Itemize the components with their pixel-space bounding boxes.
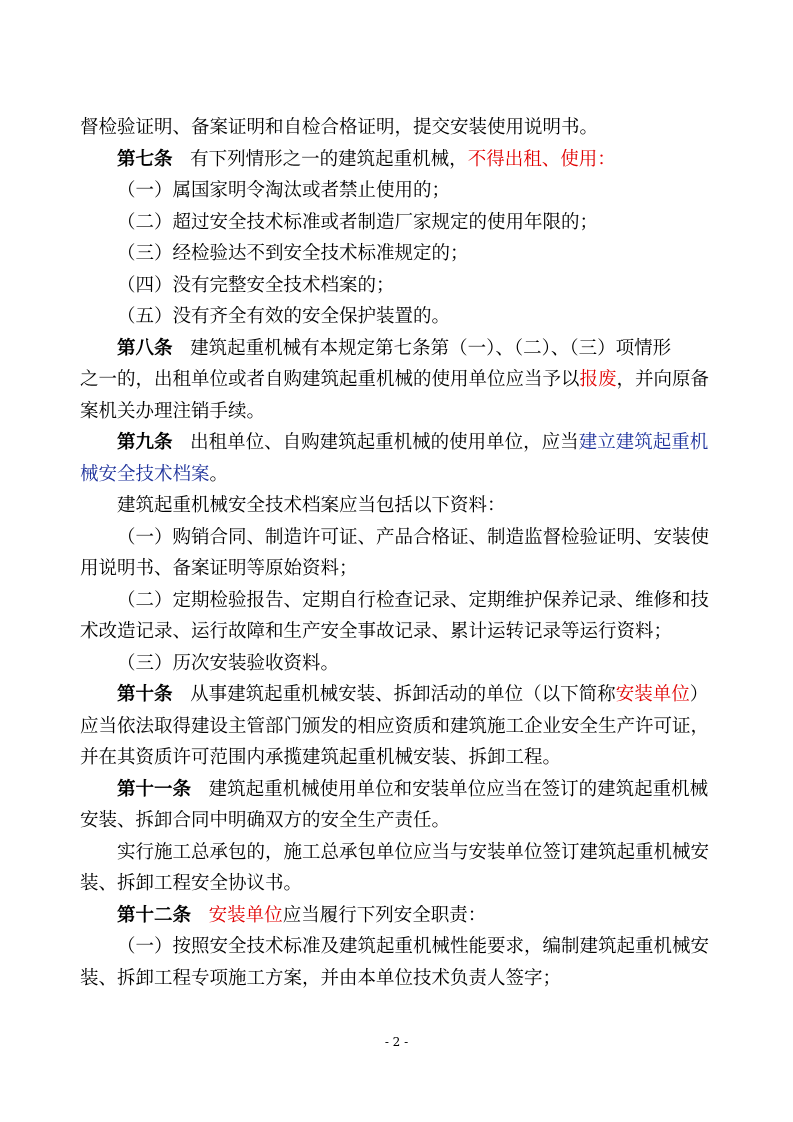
- article-heading: 第七条: [117, 148, 173, 170]
- highlight-blue: 建立建筑起重机: [578, 432, 709, 453]
- list-item: （三）历次安装验收资料。: [117, 652, 340, 674]
- article-8: 第八条 建筑起重机械有本规定第七条第（一）、（二）、（三）项情形: [117, 337, 672, 359]
- article-7: 第七条 有下列情形之一的建筑起重机械，不得出租、使用：: [117, 148, 616, 170]
- paragraph: 建筑起重机械安全技术档案应当包括以下资料：: [117, 495, 506, 516]
- text-line: 案机关办理注销手续。: [80, 400, 266, 422]
- list-item: （二）超过安全技术标准或者制造厂家规定的使用年限的；: [117, 211, 599, 233]
- article-12: 第十二条 安装单位应当履行下列安全职责：: [117, 904, 487, 926]
- paragraph: 实行施工总承包的，施工总承包单位应当与安装单位签订建筑起重机械安: [117, 841, 710, 863]
- paragraph-continuation: 督检验证明、备案证明和自检合格证明，提交安装使用说明书。: [80, 117, 599, 138]
- list-item: （一）按照安全技术标准及建筑起重机械性能要求，编制建筑起重机械安: [117, 936, 710, 957]
- text-line: 械安全技术档案。: [80, 463, 229, 485]
- text-line: 用说明书、备案证明等原始资料；: [80, 558, 358, 579]
- article-heading: 第十条: [117, 684, 173, 705]
- page-number: - 2 -: [384, 1035, 409, 1049]
- article-10: 第十条 从事建筑起重机械安装、拆卸活动的单位（以下简称安装单位）: [117, 684, 709, 705]
- list-item: （四）没有完整安全技术档案的；: [117, 274, 395, 296]
- list-item: （二）定期检验报告、定期自行检查记录、定期维护保养记录、维修和技: [117, 589, 710, 611]
- list-item: （三）经检验达不到安全技术标准规定的；: [117, 243, 469, 264]
- text-line: 之一的，出租单位或者自购建筑起重机械的使用单位应当予以报废，并向原备: [80, 369, 710, 390]
- list-item: （一）购销合同、制造许可证、产品合格证、制造监督检验证明、安装使: [117, 526, 710, 548]
- text-line: 术改造记录、运行故障和生产安全事故记录、累计运转记录等运行资料；: [80, 621, 673, 642]
- text-line: 并在其资质许可范围内承揽建筑起重机械安装、拆卸工程。: [80, 747, 562, 768]
- highlight-red: 安装单位: [615, 684, 690, 705]
- text-line: 安装、拆卸合同中明确双方的安全生产责任。: [80, 810, 451, 831]
- article-11: 第十一条 建筑起重机械使用单位和安装单位应当在签订的建筑起重机械: [117, 778, 709, 800]
- article-heading: 第八条: [117, 337, 173, 359]
- highlight-blue: 械安全技术档案: [80, 463, 210, 485]
- highlight-red: 不得出租、使用：: [467, 148, 616, 170]
- article-heading: 第九条: [117, 432, 173, 453]
- highlight-red: 报废: [579, 369, 617, 390]
- page-content: [80, 112, 712, 994]
- text-line: 装、拆卸工程专项施工方案，并由本单位技术负责人签字；: [80, 967, 562, 989]
- article-heading: 第十一条: [117, 778, 192, 800]
- list-item: （一）属国家明令淘汰或者禁止使用的；: [117, 180, 451, 201]
- text-line: 装、拆卸工程安全协议书。: [80, 873, 303, 894]
- article-heading: 第十二条: [117, 904, 192, 926]
- list-item: （五）没有齐全有效的安全保护装置的。: [117, 306, 451, 327]
- article-9: 第九条 出租单位、自购建筑起重机械的使用单位，应当建立建筑起重机: [117, 432, 709, 453]
- text-line: 应当依法取得建设主管部门颁发的相应资质和建筑施工企业安全生产许可证，: [80, 715, 710, 737]
- highlight-red: 安装单位: [208, 904, 283, 926]
